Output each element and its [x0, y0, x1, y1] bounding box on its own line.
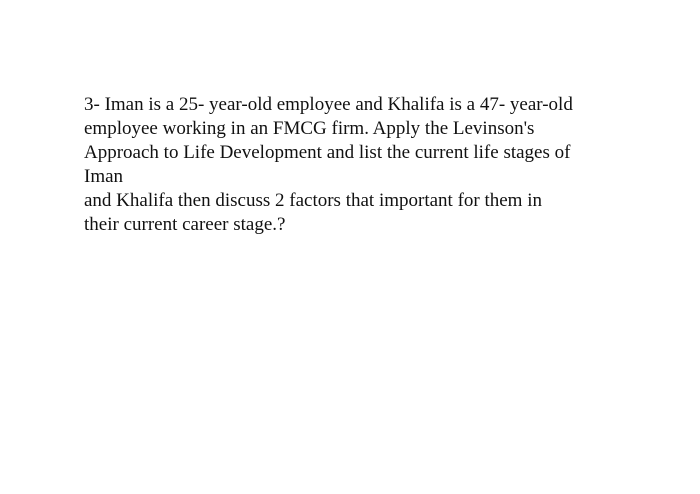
question-line-1: 3- Iman is a 25- year-old employee and Khalifa is a 47- year-old — [84, 94, 573, 115]
question-line-6: their current career stage.? — [84, 214, 286, 235]
question-line-3: Approach to Life Development and list the current life stages of — [84, 142, 571, 163]
question-line-4: Iman — [84, 166, 124, 187]
question-line-2: employee working in an FMCG firm. Apply the Levinson's — [84, 118, 535, 139]
question-text — [84, 93, 684, 237]
question-line-5: and Khalifa then discuss 2 factors that important for them in — [84, 190, 542, 211]
